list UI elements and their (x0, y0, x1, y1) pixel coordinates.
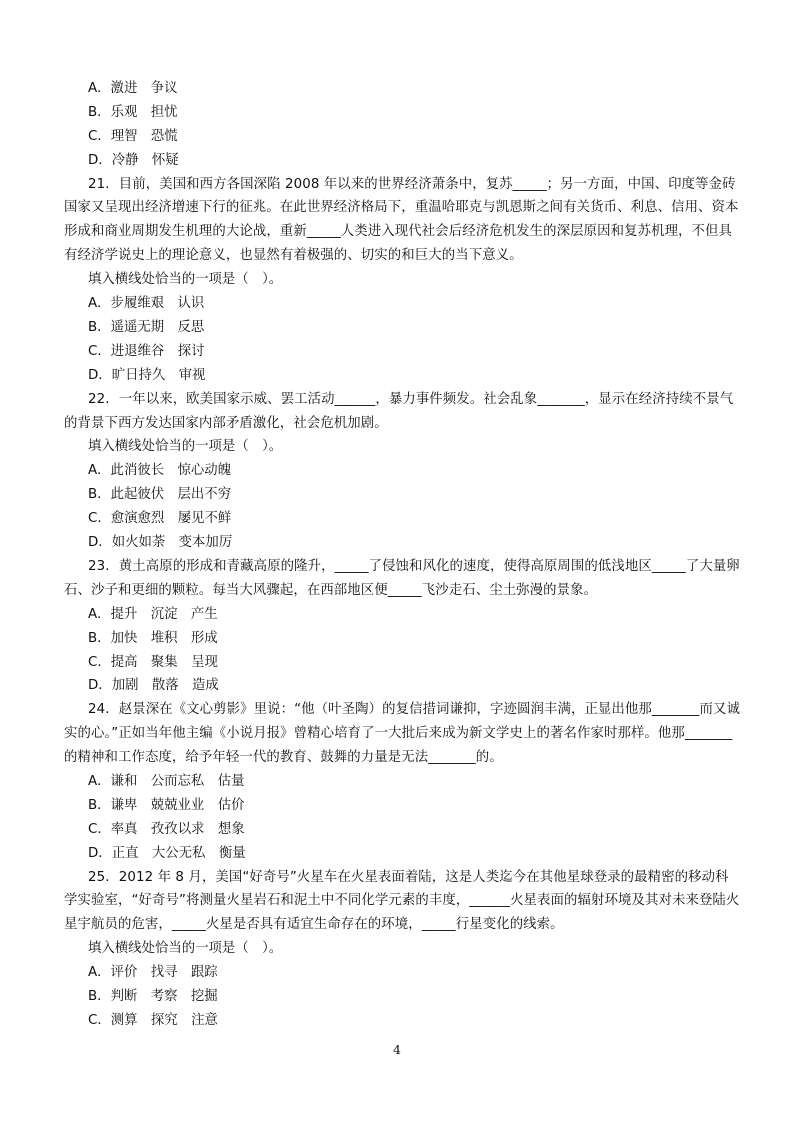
prev-option-a: A．激进 争议 (88, 81, 178, 96)
question-23-text: 23．黄土高原的形成和青藏高原的隆升，_____了侵蚀和风化的速度，使得高原周围的低浅地区_____了大量卵石、沙子和更细的颗粒。每当大风骤起，在西部地区便_____飞沙走石、尘土弥漫的景象。 (64, 558, 740, 598)
question-21-text: 21．目前，美国和西方各国深陷 2008 年以来的世界经济萧条中，复苏_____；另一方面，中国、印度等金砖国家又呈现出经济增速下行的征兆。在此世界经济格局下，重温哈耶克与凯恩斯之间有关货币、利息、信用、资本形成和商业周期发生机理的大论战，重新_____人类进入现代社会后经济危机发生的深层原因和复苏机理，不但具有经济学说史上的理论意义，也显然有着极强的、切实的和巨大的当下意义。 (64, 176, 739, 264)
question-22-option-a: A．此消彼长 惊心动魄 (88, 463, 232, 479)
question-21-option-b: B．遥遥无期 反思 (88, 319, 205, 335)
question-22-text: 22．一年以来，欧美国家示威、罢工活动______，暴力事件频发。社会乱象_______，显示在经济持续不景气的背景下西方发达国家内部矛盾激化，社会危机加剧。 (64, 391, 734, 431)
prev-option-c: C．理智 恐慌 (88, 128, 178, 144)
question-21-prompt: 填入横线处恰当的一项是（ ）。 (88, 272, 283, 288)
prev-option-b: B．乐观 担忧 (88, 104, 178, 120)
question-25-option-b: B．判断 考察 挖掘 (88, 989, 218, 1005)
question-21-option-a: A．步履维艰 认识 (88, 296, 205, 312)
question-25-prompt: 填入横线处恰当的一项是（ ）。 (88, 941, 283, 957)
question-23-option-d: D．加剧 散落 造成 (88, 678, 219, 694)
question-23-option-b: B．加快 堆积 形成 (88, 630, 218, 646)
question-23-option-a: A．提升 沉淀 产生 (88, 606, 218, 622)
prev-option-d: D．冷静 怀疑 (88, 152, 179, 168)
question-21-option-d: D．旷日持久 审视 (88, 367, 206, 383)
question-25-option-a: A．评价 找寻 跟踪 (88, 965, 218, 981)
question-24-text: 24．赵景深在《文心剪影》里说：“他（叶圣陶）的复信措词谦抑，字迹圆润丰满，正显出他那_______而又诚实的心。”正如当年他主编《小说月报》曾精心培育了一大批后来成为新文学史上的著名作家时那样。他那_______的精神和工作态度，给予年轻一代的教育、鼓舞的力量是无法_______的。 (64, 702, 740, 766)
question-24-option-d: D．正直 大公无私 衡量 (88, 845, 246, 861)
question-23-option-c: C．提高 聚集 呈现 (88, 654, 218, 670)
question-24-option-b: B．谦卑 兢兢业业 估价 (88, 797, 245, 813)
page-content (64, 77, 740, 1033)
page-number: 4 (393, 1042, 401, 1057)
question-22-prompt: 填入横线处恰当的一项是（ ）。 (88, 439, 283, 455)
question-22-option-d: D．如火如荼 变本加厉 (88, 535, 233, 551)
question-24-option-c: C．率真 孜孜以求 想象 (88, 821, 245, 837)
question-24-option-a: A．谦和 公而忘私 估量 (88, 774, 245, 789)
question-25-text: 25．2012 年 8 月，美国“好奇号”火星车在火星表面着陆，这是人类迄今在其他星球登录的最精密的移动科学实验室，“好奇号”将测量火星岩石和泥土中不同化学元素的丰度，______火星表面的辐射环境及其对未来登陆火星宇航员的危害，_____火星是否具有适宜生命存在的环境，_____行星变化的线索。 (64, 869, 740, 933)
question-21-option-c: C．进退维谷 探讨 (88, 343, 205, 359)
question-25-option-c: C．测算 探究 注意 (88, 1012, 218, 1028)
question-22-option-c: C．愈演愈烈 屡见不鲜 (88, 511, 232, 527)
question-22-option-b: B．此起彼伏 层出不穷 (88, 487, 232, 503)
